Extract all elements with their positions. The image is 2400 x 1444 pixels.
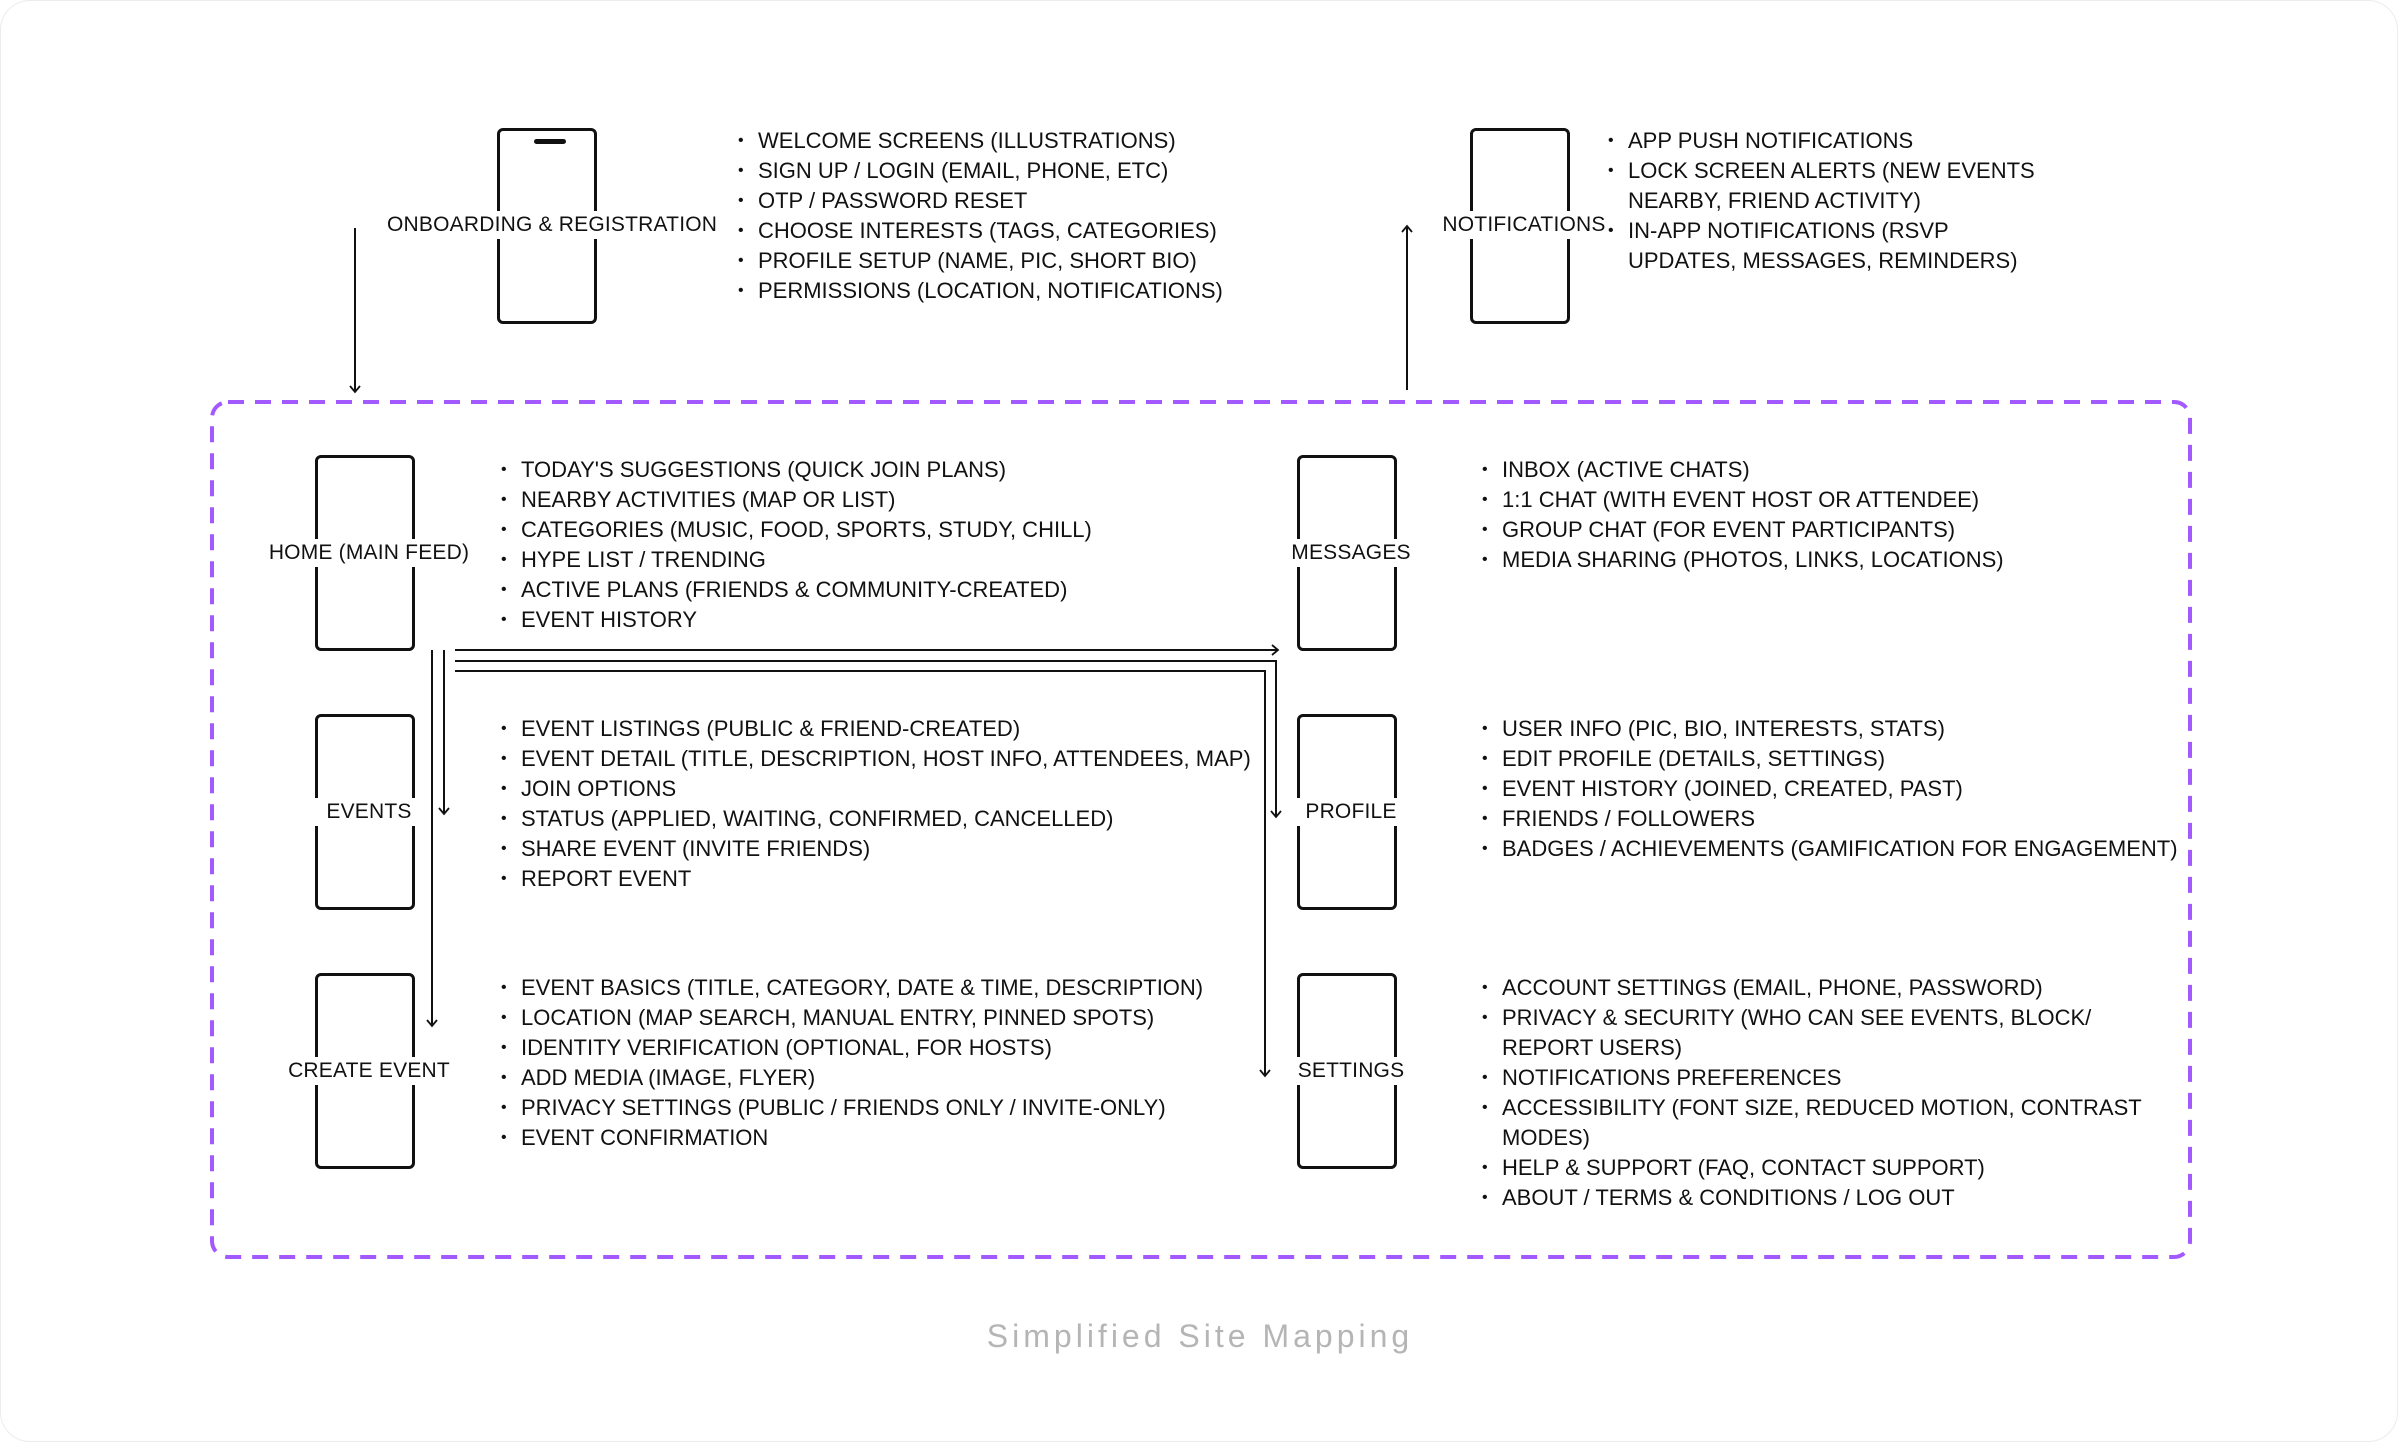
feature-item: • JOIN OPTIONS: [500, 774, 1251, 804]
profile-features: [1481, 714, 2178, 864]
feature-item: • HELP & SUPPORT (FAQ, CONTACT SUPPORT): [1481, 1153, 2142, 1183]
feature-item: • PRIVACY SETTINGS (PUBLIC / FRIENDS ONLY / INVITE-ONLY): [500, 1093, 1203, 1123]
feature-item: • NOTIFICATIONS PREFERENCES: [1481, 1063, 2142, 1093]
feature-item: • CHOOSE INTERESTS (TAGS, CATEGORIES): [737, 216, 1223, 246]
feature-item: • OTP / PASSWORD RESET: [737, 186, 1223, 216]
feature-item: • MEDIA SHARING (PHOTOS, LINKS, LOCATIONS): [1481, 545, 2004, 575]
feature-item: • BADGES / ACHIEVEMENTS (GAMIFICATION FOR ENGAGEMENT): [1481, 834, 2178, 864]
feature-item: • SIGN UP / LOGIN (EMAIL, PHONE, ETC): [737, 156, 1223, 186]
feature-item: • NEARBY ACTIVITIES (MAP OR LIST): [500, 485, 1092, 515]
create-event-features: [500, 973, 1203, 1153]
settings-features: [1481, 973, 2142, 1213]
feature-item: • EVENT HISTORY: [500, 605, 1092, 635]
feature-item: • ADD MEDIA (IMAGE, FLYER): [500, 1063, 1203, 1093]
notifications-features: [1607, 126, 2035, 276]
feature-item: • PROFILE SETUP (NAME, PIC, SHORT BIO): [737, 246, 1223, 276]
feature-item: • PERMISSIONS (LOCATION, NOTIFICATIONS): [737, 276, 1223, 306]
feature-item: • EVENT LISTINGS (PUBLIC & FRIEND-CREATED): [500, 714, 1251, 744]
home-features: [500, 455, 1092, 635]
feature-item: • INBOX (ACTIVE CHATS): [1481, 455, 2004, 485]
feature-item: • WELCOME SCREENS (ILLUSTRATIONS): [737, 126, 1223, 156]
feature-item: • EDIT PROFILE (DETAILS, SETTINGS): [1481, 744, 2178, 774]
feature-item: • ACTIVE PLANS (FRIENDS & COMMUNITY-CREATED): [500, 575, 1092, 605]
events-node-label: EVENTS: [310, 798, 428, 826]
feature-item: • LOCK SCREEN ALERTS (NEW EVENTS NEARBY, FRIEND ACTIVITY): [1607, 156, 2035, 216]
feature-item: • EVENT HISTORY (JOINED, CREATED, PAST): [1481, 774, 2178, 804]
feature-item: • EVENT BASICS (TITLE, CATEGORY, DATE & TIME, DESCRIPTION): [500, 973, 1203, 1003]
phone-notch: [534, 139, 566, 144]
diagram-caption: Simplified Site Mapping: [986, 1318, 1414, 1354]
create-event-node-label: CREATE EVENT: [280, 1057, 458, 1085]
feature-item: • EVENT DETAIL (TITLE, DESCRIPTION, HOST INFO, ATTENDEES, MAP): [500, 744, 1251, 774]
feature-item: • HYPE LIST / TRENDING: [500, 545, 1092, 575]
feature-item: • IDENTITY VERIFICATION (OPTIONAL, FOR HOSTS): [500, 1033, 1203, 1063]
messages-features: [1481, 455, 2004, 575]
feature-item: • REPORT EVENT: [500, 864, 1251, 894]
messages-node-label: MESSAGES: [1279, 539, 1423, 567]
feature-item: • ACCESSIBILITY (FONT SIZE, REDUCED MOTION, CONTRAST MODES): [1481, 1093, 2142, 1153]
feature-item: • EVENT CONFIRMATION: [500, 1123, 1203, 1153]
onboarding-features: [737, 126, 1223, 306]
feature-item: • PRIVACY & SECURITY (WHO CAN SEE EVENTS, BLOCK/ REPORT USERS): [1481, 1003, 2142, 1063]
feature-item: • STATUS (APPLIED, WAITING, CONFIRMED, CANCELLED): [500, 804, 1251, 834]
feature-item: • TODAY'S SUGGESTIONS (QUICK JOIN PLANS): [500, 455, 1092, 485]
feature-item: • CATEGORIES (MUSIC, FOOD, SPORTS, STUDY, CHILL): [500, 515, 1092, 545]
feature-item: • FRIENDS / FOLLOWERS: [1481, 804, 2178, 834]
settings-node-label: SETTINGS: [1287, 1057, 1415, 1085]
profile-node-label: PROFILE: [1292, 798, 1410, 826]
feature-item: • GROUP CHAT (FOR EVENT PARTICIPANTS): [1481, 515, 2004, 545]
feature-item: • APP PUSH NOTIFICATIONS: [1607, 126, 2035, 156]
feature-item: • LOCATION (MAP SEARCH, MANUAL ENTRY, PINNED SPOTS): [500, 1003, 1203, 1033]
feature-item: • 1:1 CHAT (WITH EVENT HOST OR ATTENDEE): [1481, 485, 2004, 515]
feature-item: • ABOUT / TERMS & CONDITIONS / LOG OUT: [1481, 1183, 2142, 1213]
home-node-label: HOME (MAIN FEED): [260, 539, 478, 567]
feature-item: • ACCOUNT SETTINGS (EMAIL, PHONE, PASSWORD): [1481, 973, 2142, 1003]
notifications-node-label: NOTIFICATIONS: [1433, 211, 1615, 239]
feature-item: • IN-APP NOTIFICATIONS (RSVP UPDATES, MESSAGES, REMINDERS): [1607, 216, 2035, 276]
feature-item: • USER INFO (PIC, BIO, INTERESTS, STATS): [1481, 714, 2178, 744]
onboarding-node-label: ONBOARDING & REGISTRATION: [383, 211, 709, 239]
events-features: [500, 714, 1251, 894]
feature-item: • SHARE EVENT (INVITE FRIENDS): [500, 834, 1251, 864]
